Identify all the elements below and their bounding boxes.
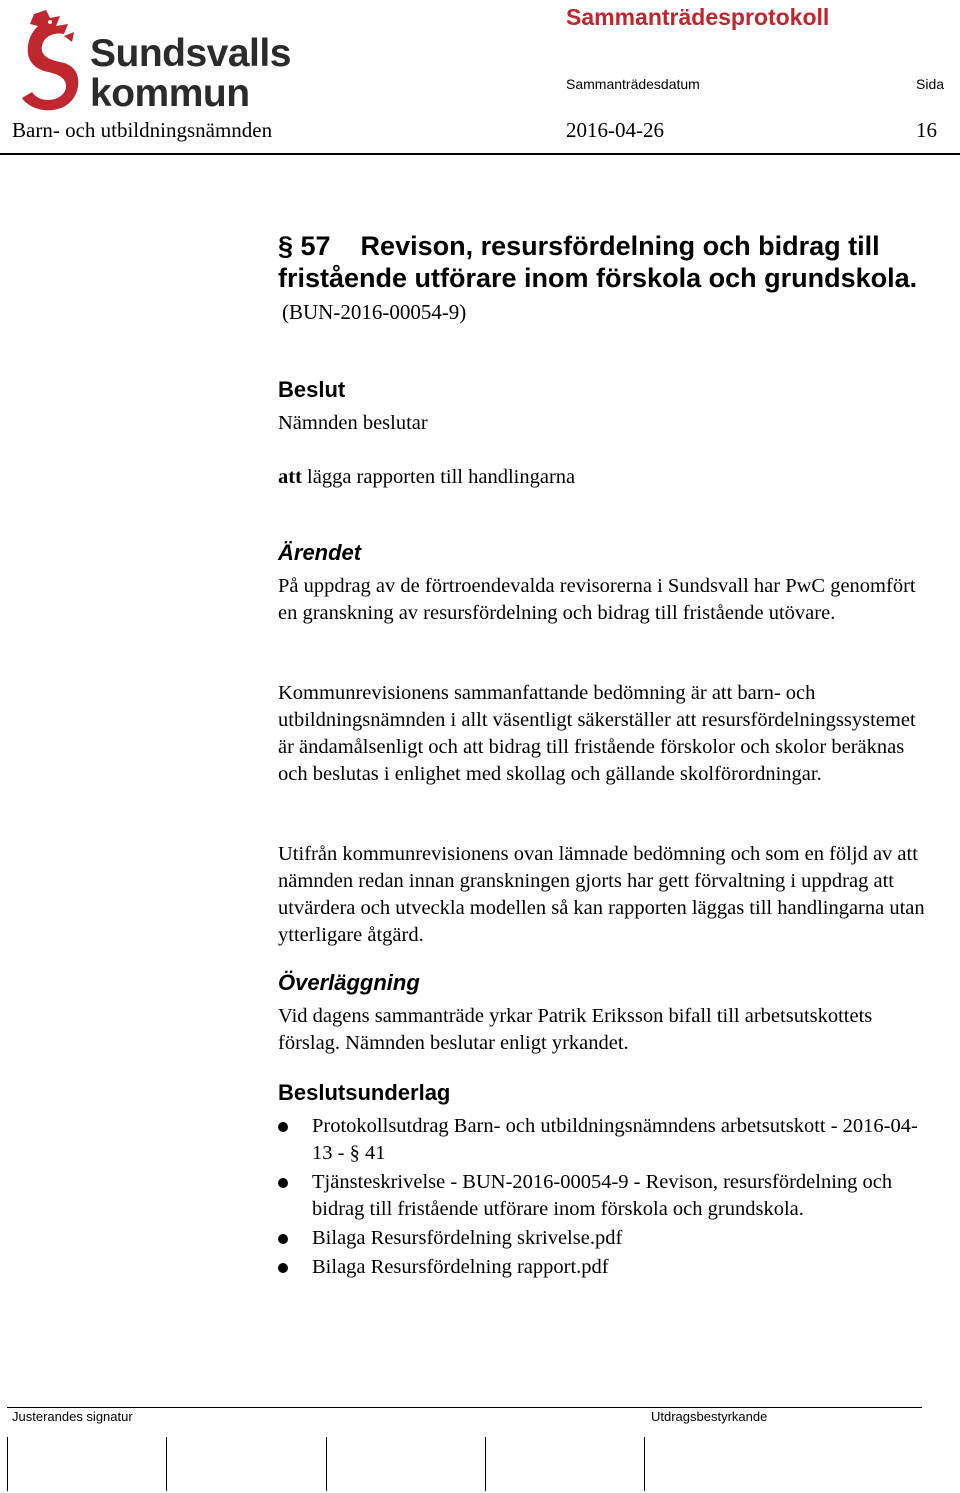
overlaggning-text: Vid dagens sammanträde yrkar Patrik Eriksson bifall till arbetsutskottets förslag. Nämnden beslutar enligt yrkandet. xyxy=(278,1005,873,1054)
page-label: Sida xyxy=(916,76,945,92)
signature-box-divider xyxy=(485,1437,486,1491)
logo-text-line2: kommun xyxy=(90,72,250,115)
signature-box-divider xyxy=(644,1437,645,1491)
att-keyword: att xyxy=(278,466,302,488)
list-item xyxy=(278,1113,928,1167)
document-title: Sammanträdesprotokoll xyxy=(566,4,830,30)
case-number: (BUN-2016-00054-9) xyxy=(282,300,467,324)
footer-divider xyxy=(7,1407,922,1408)
paragraph-heading-line1: § 57 Revison, resursfördelning och bidrag till xyxy=(278,231,880,261)
date-label: Sammanträdesdatum xyxy=(566,76,700,92)
meeting-date: 2016-04-26 xyxy=(566,118,664,142)
list-item xyxy=(278,1254,928,1281)
signature-box-divider xyxy=(166,1437,167,1491)
beslut-heading: Beslut xyxy=(278,377,346,402)
bullet-icon xyxy=(278,1122,288,1132)
overlaggning-heading: Överläggning xyxy=(278,970,420,995)
beslutsunderlag-heading: Beslutsunderlag xyxy=(278,1080,451,1105)
page-number: 16 xyxy=(916,118,937,142)
bullet-icon xyxy=(278,1178,288,1188)
list-item xyxy=(278,1225,928,1252)
signature-box-divider xyxy=(7,1437,8,1491)
list-item xyxy=(278,1169,928,1223)
committee-name: Barn- och utbildningsnämnden xyxy=(12,118,273,142)
beslut-decision xyxy=(278,464,928,491)
paragraph-heading-line2: fristående utförare inom förskola och grundskola. xyxy=(278,263,918,293)
beslut-intro: Nämnden beslutar xyxy=(278,412,428,434)
arendet-paragraph-1: På uppdrag av de förtroendevalda revisorerna i Sundsvall har PwC genomfört en granskning av resursfördelning och bidrag till fristående utövare. xyxy=(278,575,916,624)
beslutsunderlag-list xyxy=(278,1113,928,1283)
paragraph-heading xyxy=(278,230,918,294)
list-item-text: Bilaga Resursfördelning rapport.pdf xyxy=(312,1256,609,1278)
arendet-heading: Ärendet xyxy=(278,540,362,565)
list-item-text: Tjänsteskrivelse - BUN-2016-00054-9 - Revison, resursfördelning och bidrag till fristående utförare inom förskola och grundskola. xyxy=(312,1171,893,1220)
certification-label: Utdragsbestyrkande xyxy=(651,1409,768,1424)
bullet-icon xyxy=(278,1234,288,1244)
signature-box-divider xyxy=(326,1437,327,1491)
logo-text-line1: Sundsvalls xyxy=(90,32,291,75)
header-divider xyxy=(0,153,960,155)
arendet-paragraph-3: Utifrån kommunrevisionens ovan lämnade bedömning och som en följd av att nämnden redan innan granskningen gjorts har gett förvaltning i uppdrag att utvärdera och utveckla modellen så kan rapporten läggas till handlingarna utan ytterligare åtgärd. xyxy=(278,843,925,946)
bullet-icon xyxy=(278,1263,288,1273)
list-item-text: Bilaga Resursfördelning skrivelse.pdf xyxy=(312,1227,623,1249)
list-item-text: Protokollsutdrag Barn- och utbildningsnämndens arbetsutskott - 2016-04-13 - § 41 xyxy=(312,1115,918,1164)
arendet-paragraph-2: Kommunrevisionens sammanfattande bedömning är att barn- och utbildningsnämnden i allt väsentligt säkerställer att resursfördelningssystemet är ändamålsenligt och att bidrag till fristående förskolor och skolor beräknas och beslutas i enlighet med skollag och gällande skolförordningar. xyxy=(278,682,916,785)
decision-text: lägga rapporten till handlingarna xyxy=(301,466,576,488)
sundsvalls-kommun-logo xyxy=(20,6,310,118)
signature-label: Justerandes signatur xyxy=(12,1409,133,1424)
